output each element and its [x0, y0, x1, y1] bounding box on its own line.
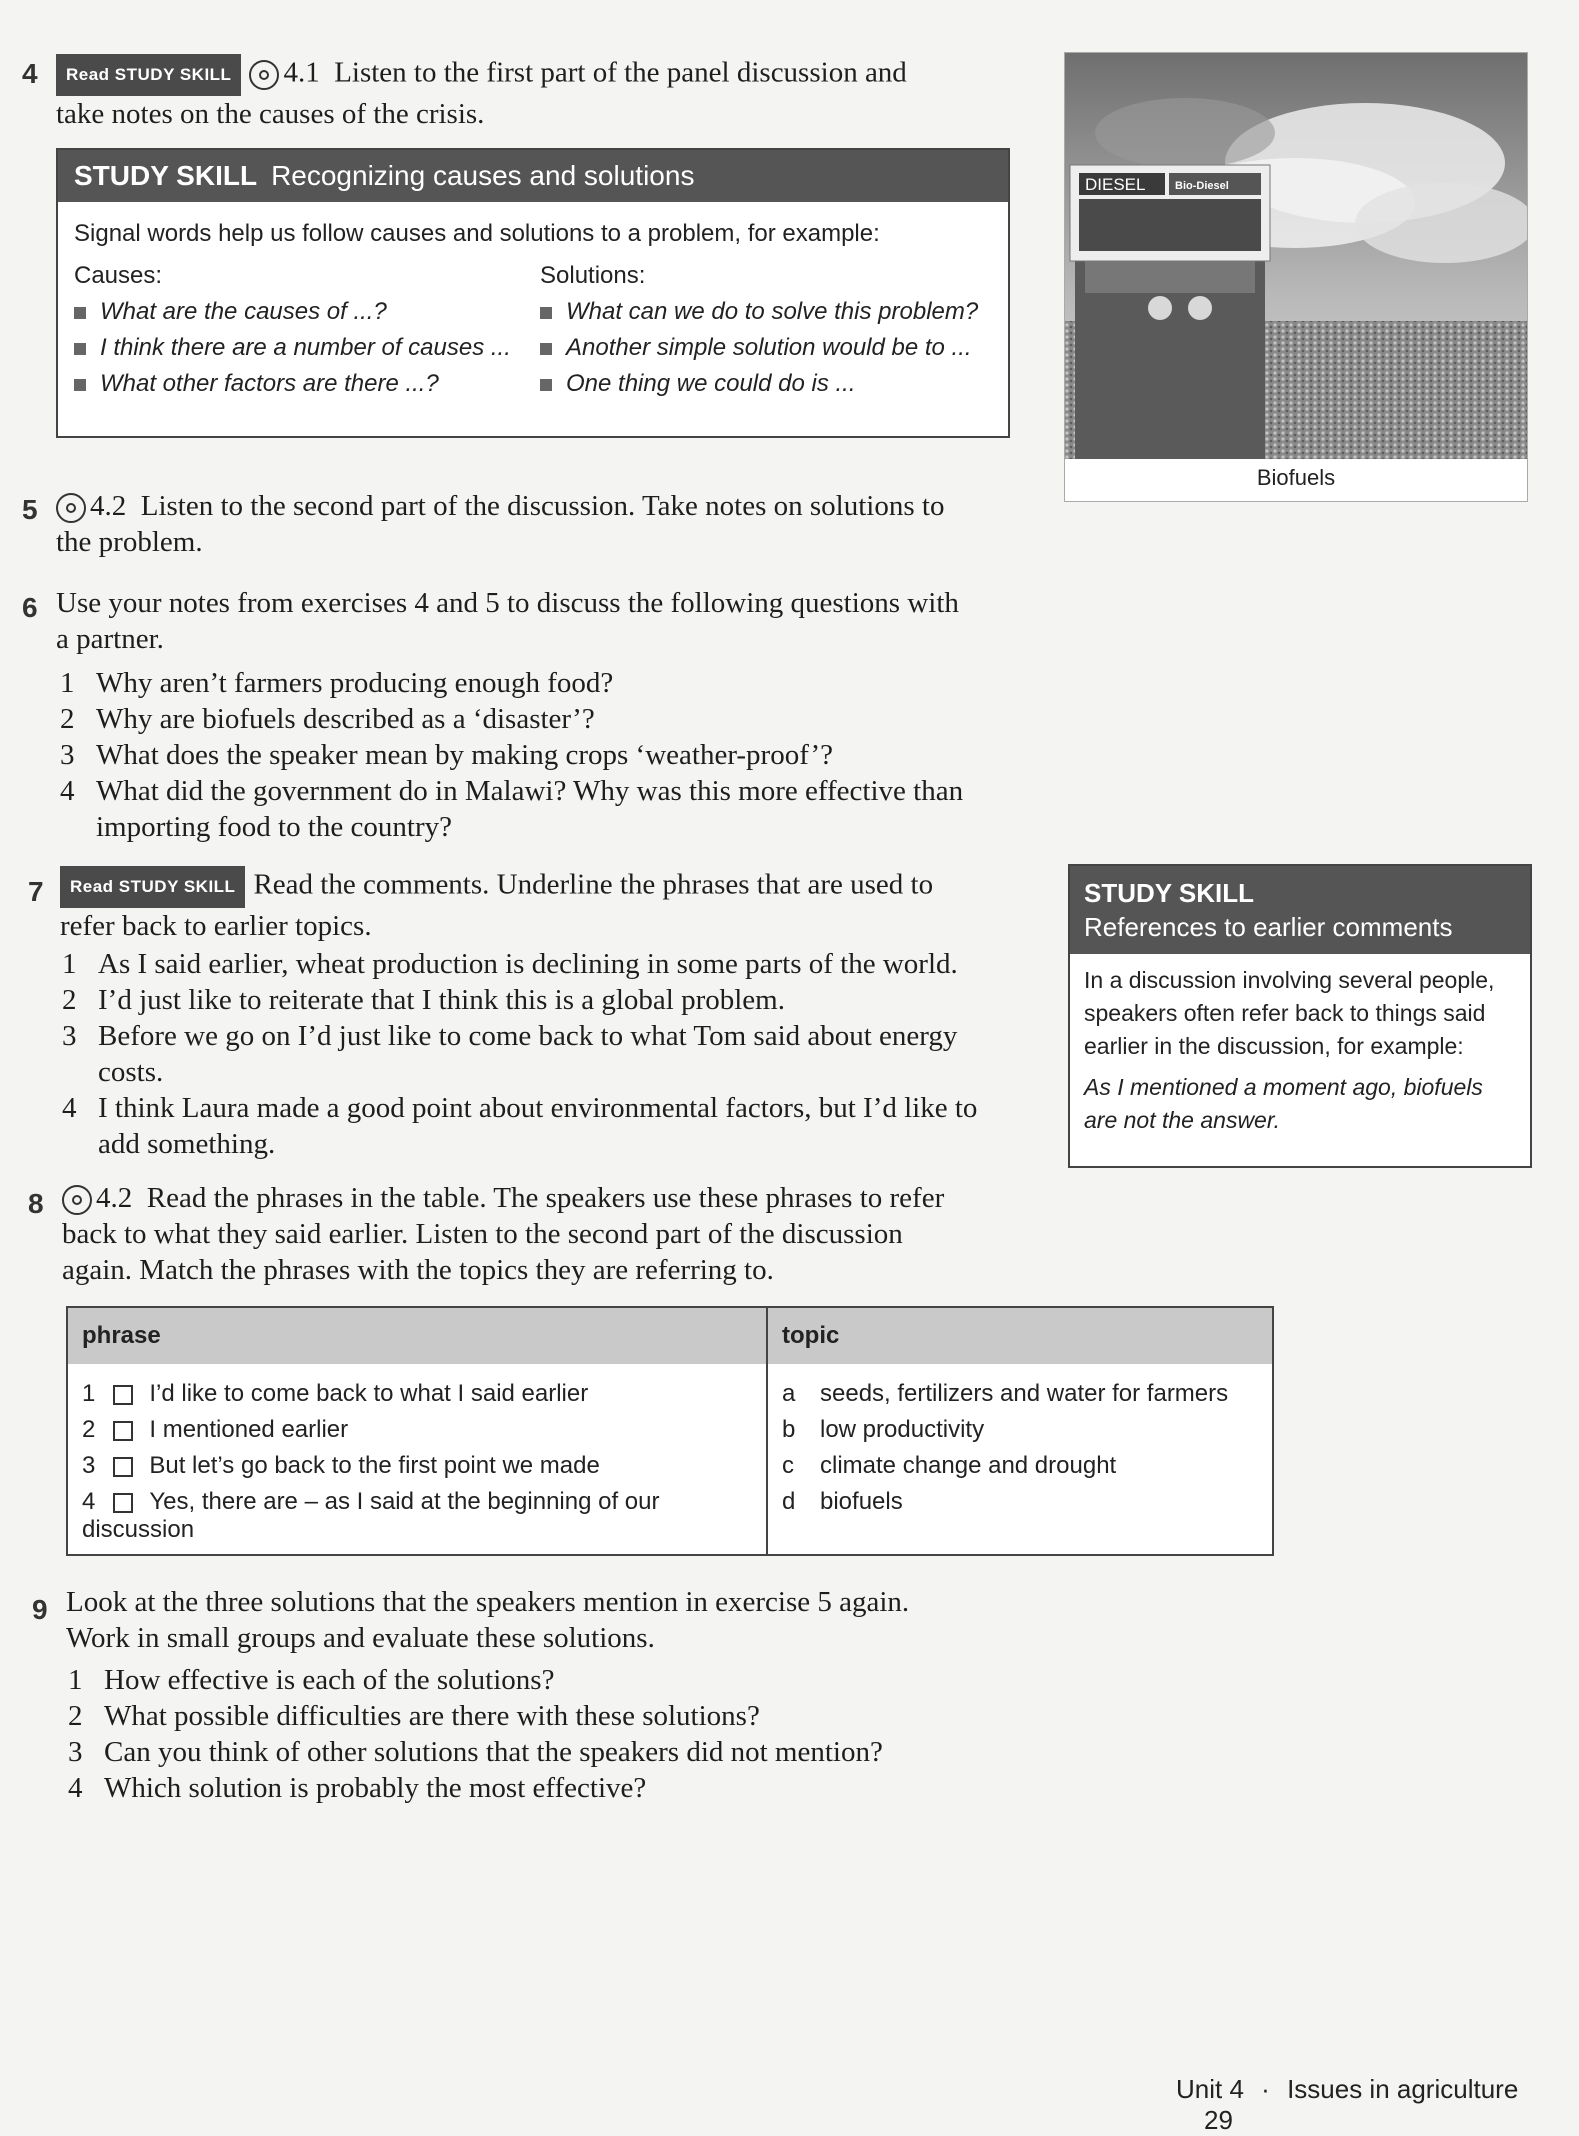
- checkbox[interactable]: [113, 1457, 133, 1477]
- instruction-line: refer back to earlier topics.: [60, 910, 372, 942]
- causes-column: [74, 262, 540, 398]
- checkbox[interactable]: [113, 1421, 133, 1441]
- instruction-line: Use your notes from exercises 4 and 5 to discuss the following questions with: [56, 587, 959, 619]
- solution-item: Another simple solution would be to ...: [540, 334, 978, 362]
- instruction-line: Look at the three solutions that the speakers mention in exercise 5 again.: [66, 1586, 910, 1618]
- page-footer: [1176, 2074, 1579, 2136]
- list-item: 3 Can you think of other solutions that the speakers did not mention?: [68, 1736, 883, 1768]
- track-number: 4.2: [90, 490, 127, 522]
- instruction-line: again. Match the phrases with the topics they are referring to.: [62, 1254, 774, 1286]
- study-skill-text: In a discussion involving several people, speakers often refer back to things said earlier in the discussion, for example:: [1084, 967, 1495, 1059]
- study-skill-example: As I mentioned a moment ago, biofuels are not the answer.: [1084, 1074, 1483, 1133]
- exercise-6-instruction: [56, 585, 1016, 657]
- instruction-line: a partner.: [56, 623, 164, 655]
- exercise-9-number: 9: [32, 1594, 48, 1625]
- cause-item: I think there are a number of causes ...: [74, 334, 540, 362]
- study-skill-box-references: [1068, 864, 1532, 1168]
- solutions-heading: Solutions:: [540, 262, 646, 289]
- cause-item: What other factors are there ...?: [74, 370, 540, 398]
- exercise-7-comments: [62, 946, 1022, 1162]
- instruction-line: Read the comments. Underline the phrases that are used to: [253, 868, 934, 901]
- list-item: 3 What does the speaker mean by making crops ‘weather-proof’?: [60, 739, 833, 771]
- exercise-5-number: 5: [22, 494, 38, 525]
- list-item: 2 What possible difficulties are there with these solutions?: [68, 1700, 760, 1732]
- list-item: 1 As I said earlier, wheat production is declining in some parts of the world.: [62, 948, 958, 980]
- biofuels-photo: [1065, 53, 1527, 459]
- study-skill-box-causes-solutions: [56, 148, 1010, 438]
- checkbox[interactable]: [113, 1493, 133, 1513]
- footer-separator: ·: [1261, 2074, 1270, 2104]
- bullet-icon: [540, 379, 552, 391]
- exercise-9-questions: [68, 1662, 1028, 1806]
- study-skill-body: [58, 202, 1008, 410]
- phrase-topic-table: [66, 1306, 1274, 1556]
- biofuels-photo-figure: [1064, 52, 1528, 502]
- list-item: 4 What did the government do in Malawi? Why was this more effective than importing food to the country?: [60, 775, 964, 843]
- bullet-icon: [74, 343, 86, 355]
- exercise-6-number: 6: [22, 592, 38, 623]
- instruction-line: Work in small groups and evaluate these solutions.: [66, 1622, 655, 1654]
- study-skill-label: STUDY SKILL: [1084, 878, 1254, 908]
- pump-label-diesel: DIESEL: [1085, 175, 1146, 194]
- track-number: 4.2: [96, 1182, 133, 1214]
- bullet-icon: [74, 307, 86, 319]
- study-skill-header: [58, 150, 1008, 202]
- list-item: 1 How effective is each of the solutions?: [68, 1664, 555, 1696]
- read-study-skill-tag: Read STUDY SKILL: [60, 866, 245, 908]
- column-header-topic: topic: [767, 1307, 1273, 1364]
- track-number: 4.1: [283, 56, 320, 89]
- instruction-line: back to what they said earlier. Listen to the second part of the discussion: [62, 1218, 903, 1250]
- exercise-8-instruction: [62, 1180, 1022, 1288]
- bullet-icon: [74, 379, 86, 391]
- solution-item: What can we do to solve this problem?: [540, 298, 978, 326]
- instruction-line: Listen to the first part of the panel discussion and: [334, 56, 907, 89]
- exercise-8-number: 8: [28, 1188, 44, 1219]
- page-number: 29: [1204, 2105, 1233, 2135]
- study-skill-intro: Signal words help us follow causes and solutions to a problem, for example:: [74, 220, 880, 247]
- table-row: 1 I’d like to come back to what I said earlier a seeds, fertilizers and water for farmers: [67, 1364, 1273, 1412]
- instruction-line: Read the phrases in the table. The speakers use these phrases to refer: [146, 1182, 945, 1214]
- study-skill-title: References to earlier comments: [1084, 912, 1453, 942]
- table-row: 2 I mentioned earlier b low productivity: [67, 1412, 1273, 1448]
- table-row: 4 Yes, there are – as I said at the beginning of our discussion d biofuels: [67, 1484, 1273, 1555]
- study-skill-body: [1070, 954, 1530, 1147]
- study-skill-label: STUDY SKILL: [74, 160, 258, 191]
- exercise-9-instruction: [66, 1584, 1026, 1656]
- bullet-icon: [540, 307, 552, 319]
- footer-unit: Unit 4: [1176, 2074, 1244, 2104]
- list-item: 4 I think Laura made a good point about environmental factors, but I’d like to add something.: [62, 1092, 978, 1160]
- list-item: 1 Why aren’t farmers producing enough food?: [60, 667, 614, 699]
- footer-title: Issues in agriculture: [1287, 2074, 1519, 2104]
- photo-caption: Biofuels: [1256, 465, 1336, 490]
- list-item: 4 Which solution is probably the most effective?: [68, 1772, 647, 1804]
- study-skill-header: [1070, 866, 1530, 954]
- list-item: 3 Before we go on I’d just like to come back to what Tom said about energy costs.: [62, 1020, 958, 1088]
- causes-heading: Causes:: [74, 262, 163, 289]
- exercise-4-number: 4: [22, 58, 38, 89]
- instruction-line: the problem.: [56, 526, 203, 558]
- audio-cd-icon: [249, 60, 279, 90]
- exercise-7-number: 7: [28, 876, 44, 907]
- audio-cd-icon: [62, 1185, 92, 1215]
- read-study-skill-tag: Read STUDY SKILL: [56, 54, 241, 96]
- list-item: 2 I’d just like to reiterate that I think this is a global problem.: [62, 984, 785, 1016]
- instruction-line: Listen to the second part of the discussion. Take notes on solutions to: [140, 490, 945, 522]
- exercise-4-instruction: [56, 54, 1016, 132]
- audio-cd-icon: [56, 493, 86, 523]
- solutions-column: [540, 262, 978, 398]
- table-row: 3 But let’s go back to the first point we made c climate change and drought: [67, 1448, 1273, 1484]
- exercise-7-instruction: [60, 866, 1020, 944]
- checkbox[interactable]: [113, 1385, 133, 1405]
- instruction-line: take notes on the causes of the crisis.: [56, 98, 485, 130]
- pump-label-biodiesel: Bio-Diesel: [1175, 180, 1229, 192]
- column-header-phrase: phrase: [67, 1307, 767, 1364]
- bullet-icon: [540, 343, 552, 355]
- exercise-6-questions: [60, 665, 980, 845]
- list-item: 2 Why are biofuels described as a ‘disaster’?: [60, 703, 595, 735]
- exercise-5-instruction: [56, 488, 1016, 560]
- study-skill-title: Recognizing causes and solutions: [271, 160, 695, 191]
- cause-item: What are the causes of ...?: [74, 298, 540, 326]
- solution-item: One thing we could do is ...: [540, 370, 978, 398]
